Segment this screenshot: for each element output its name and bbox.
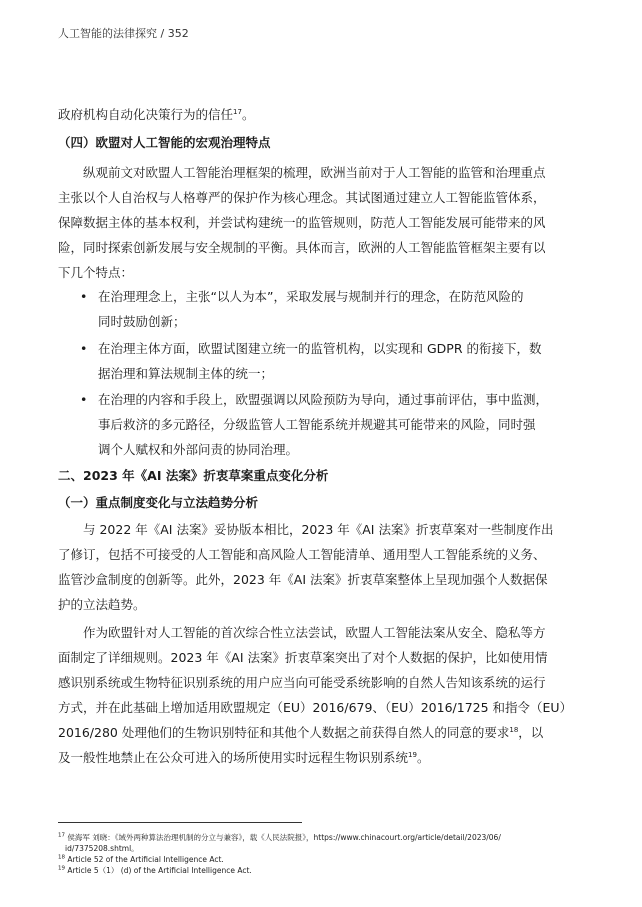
subsection-heading-one: （一）重点制度变化与立法趋势分析 [58, 495, 259, 510]
footnote-ref-18[interactable]: 18 [509, 725, 519, 734]
p3-line: 作为欧盟针对人工智能的首次综合性立法尝试，欧盟人工智能法案从安全、隐私等方 [83, 625, 546, 640]
header-title: 人工智能的法律探究 [58, 27, 157, 40]
p2-line: 了修订，包括不可接受的人工智能和高风险人工智能清单、通用型人工智能系统的义务、 [58, 547, 546, 562]
footnote-19: $^{19}$ Article 5（1） (d) of the Artificial Intelligence Act. [58, 865, 252, 875]
p1-line: 下几个特点： [58, 265, 134, 280]
paragraph-3 [58, 620, 587, 770]
section-heading-two: 二、2023 年《AI 法案》折衷草案重点变化分析 [58, 468, 329, 483]
bullet-dot: • [80, 341, 88, 356]
section-heading-four: （四）欧盟对人工智能的宏观治理特点 [58, 135, 271, 150]
paragraph-1 [58, 160, 587, 285]
p2-line: 监管沙盒制度的创新等。此外，2023 年《AI 法案》折衷草案整体上呈现加强个人数据保 [58, 572, 548, 587]
p3-line: 面制定了详细规则。2023 年《AI 法案》折衷草案突出了对个人数据的保护，比如使用情 [58, 650, 548, 665]
header-page-number: / 352 [160, 27, 189, 40]
bullet-dot: • [80, 289, 88, 304]
footnote-ref-19[interactable]: 19 [408, 750, 417, 759]
bullet-dot: • [80, 392, 88, 407]
bullet-item-3: • 在治理的内容和手段上，欧盟强调以风险预防为导向，通过事前评估，事中监测， 事后救济的多元路径，分级监管人工智能系统并规避其可能带来的风险，同时强 调个人赋权和外部问责的协同治理。 [80, 387, 585, 462]
p2-line: 护的立法趋势。 [58, 597, 146, 612]
footnote-17: $^{17}$ 侯海军 刘晓：《域外两种算法治理机制的分立与兼容》，载《人民法院报》，https://www.chinacourt.org/article/detail/2023/06/ [58, 832, 501, 842]
p1-line: 保障数据主体的基本权利，并尝试构建统一的监管规则，防范人工智能发展可能带来的风 [58, 215, 546, 230]
footnote-17-cont: id/7375208.shtml。 [65, 844, 139, 853]
footnotes [58, 832, 588, 876]
p1-line: 险，同时探索创新发展与安全规制的平衡。具体而言，欧洲的人工智能监管框架主要有以 [58, 240, 546, 255]
bullet-item-1: • 在治理理念上，主张“以人为本”，采取发展与规制并行的理念，在防范风险的 同时鼓励创新； [80, 284, 585, 334]
p3-line: 及一般性地禁止在公众可进入的场所使用实时远程生物识别系统$^{19}$。 [58, 750, 430, 765]
p3-line: 方式，并在此基础上增加适用欧盟规定（EU）2016/679、（EU）2016/1725 和指令（EU） [58, 700, 573, 715]
p1-line: 主张以个人自治权与人格尊严的保护作为核心理念。其试图通过建立人工智能监管体系， [58, 190, 546, 205]
p3-line: 2016/280 处理他们的生物识别特征和其他个人数据之前获得自然人的同意的要求$^{18}$，以 [58, 725, 544, 740]
footnote-18: $^{18}$ Article 52 of the Artificial Intelligence Act. [58, 854, 224, 864]
p1-line: 纵观前文对欧盟人工智能治理框架的梳理，欧洲当前对于人工智能的监管和治理重点 [83, 165, 546, 180]
bullet-item-2: • 在治理主体方面，欧盟试图建立统一的监管机构，以实现和 GDPR 的衔接下，数 据治理和算法规制主体的统一； [80, 336, 585, 386]
running-header [58, 25, 189, 41]
p3-line: 感识别系统或生物特征识别系统的用户应当向可能受系统影响的自然人告知该系统的运行 [58, 675, 546, 690]
footnote-divider [58, 822, 302, 823]
p0-text: 政府机构自动化决策行为的信任 [58, 107, 234, 122]
paragraph-continuation [58, 102, 587, 127]
footnote-ref-17[interactable]: 17 [233, 107, 242, 116]
p2-line: 与 2022 年《AI 法案》妥协版本相比，2023 年《AI 法案》折衷草案对一些制度作出 [83, 522, 554, 537]
p0-end: 。 [241, 107, 255, 122]
paragraph-2 [58, 517, 587, 617]
